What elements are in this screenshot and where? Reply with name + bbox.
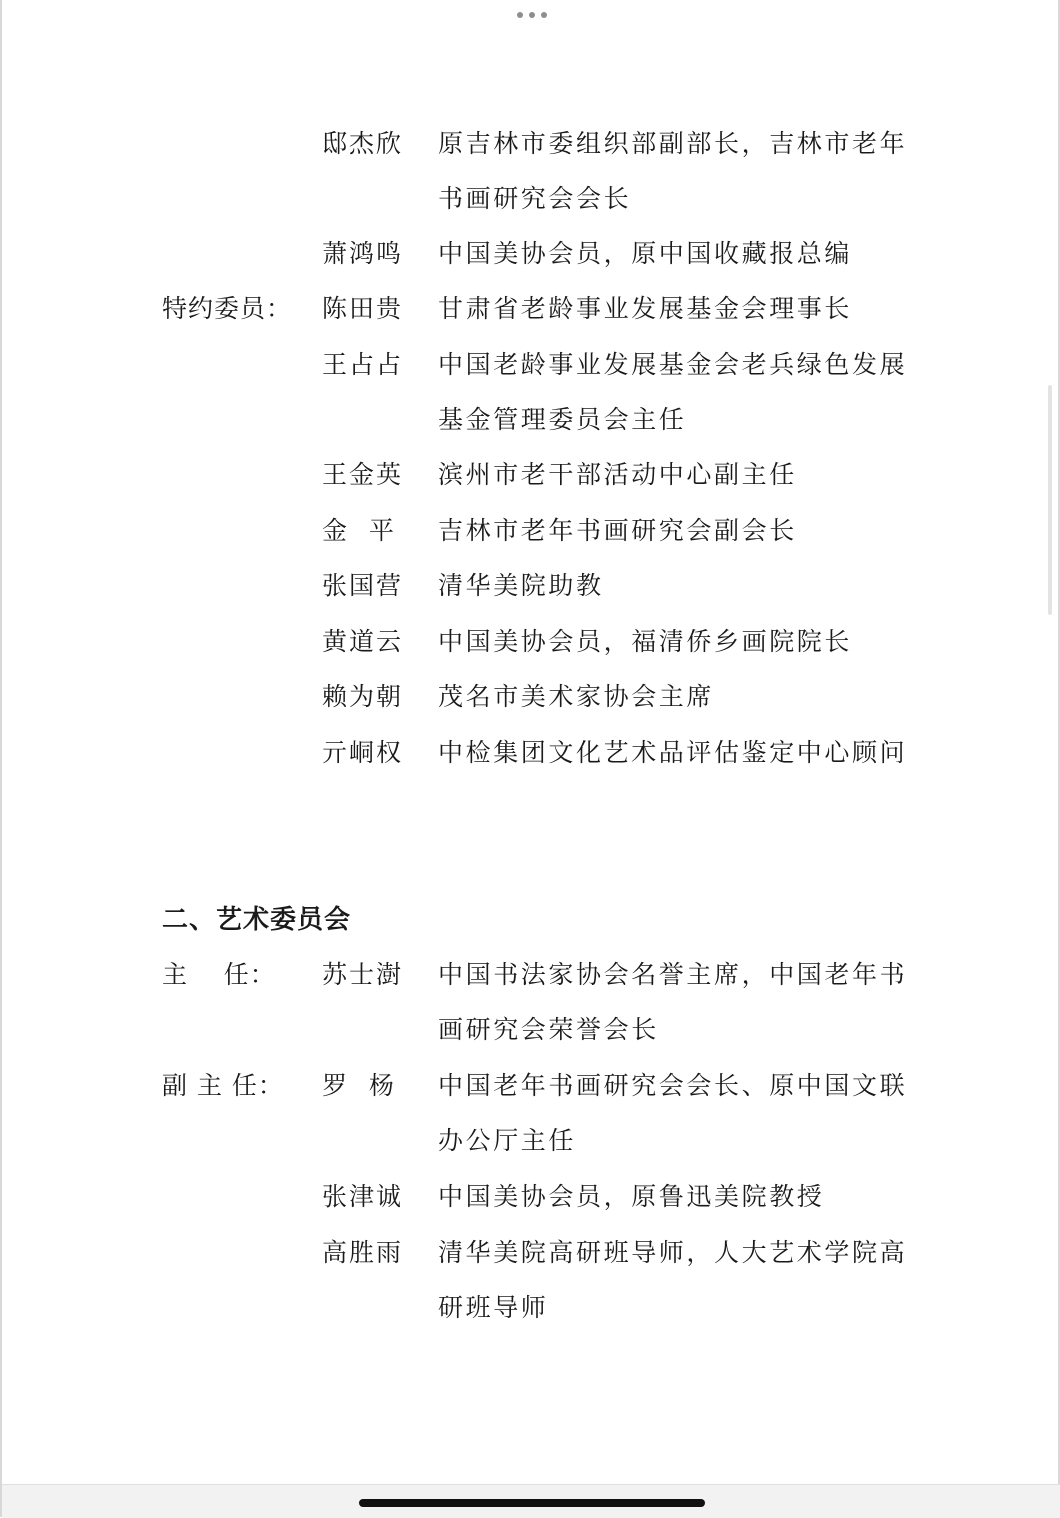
- member-name: 张国营: [322, 571, 404, 600]
- member-name: 王金英: [322, 460, 404, 489]
- member-name: 高胜雨: [322, 1238, 404, 1267]
- member-description: 中国老年书画研究会会长、原中国文联办公厅主任: [438, 1071, 908, 1155]
- member-role: 副 主 任：: [162, 1071, 284, 1100]
- member-row: [2, 503, 1060, 559]
- member-row: [2, 447, 1060, 503]
- member-description: 吉林市老年书画研究会副会长: [438, 516, 797, 545]
- member-description: 甘肃省老龄事业发展基金会理事长: [438, 294, 853, 323]
- member-description: 滨州市老干部活动中心副主任: [438, 460, 797, 489]
- member-name: 罗 杨: [322, 1071, 396, 1100]
- dot: [541, 12, 547, 18]
- member-name: 亓峒权: [322, 738, 404, 767]
- member-name: 黄道云: [322, 627, 404, 656]
- member-row: [2, 1225, 1060, 1322]
- member-row: [2, 558, 1060, 614]
- member-name: 赖为朝: [322, 682, 404, 711]
- member-description: 清华美院助教: [438, 571, 604, 600]
- member-description: 中国美协会员，福清侨乡画院院长: [438, 627, 853, 656]
- member-description: 中国书法家协会名誉主席，中国老年书画研究会荣誉会长: [438, 960, 908, 1044]
- member-row: [2, 116, 1060, 213]
- member-description: 茂名市美术家协会主席: [438, 682, 715, 711]
- member-name: 王占占: [322, 350, 404, 379]
- member-name: 邸杰欣: [322, 129, 404, 158]
- member-name: 金 平: [322, 516, 396, 545]
- member-role: 主 任：: [162, 960, 276, 989]
- member-row: [2, 669, 1060, 725]
- member-row: [2, 947, 1060, 1044]
- dot: [517, 12, 523, 18]
- dot: [529, 12, 535, 18]
- member-row: [2, 281, 1060, 337]
- member-description: 清华美院高研班导师，人大艺术学院高研班导师: [438, 1238, 908, 1322]
- member-description: 中国老龄事业发展基金会老兵绿色发展基金管理委员会主任: [438, 350, 908, 434]
- member-description: 原吉林市委组织部副部长，吉林市老年书画研究会会长: [438, 129, 908, 213]
- section-heading: 二、艺术委员会: [162, 905, 352, 935]
- member-name: 陈田贵: [322, 294, 404, 323]
- member-row: [2, 337, 1060, 434]
- member-name: 萧鸿鸣: [322, 239, 404, 268]
- member-description: 中国美协会员，原中国收藏报总编: [438, 239, 853, 268]
- member-row: [2, 226, 1060, 282]
- member-description: 中检集团文化艺术品评估鉴定中心顾问: [438, 738, 908, 767]
- member-row: [2, 1058, 1060, 1155]
- member-description: 中国美协会员，原鲁迅美院教授: [438, 1182, 825, 1211]
- member-row: [2, 614, 1060, 670]
- more-options-icon[interactable]: [517, 10, 547, 20]
- member-row: [2, 1169, 1060, 1225]
- member-name: 苏士澍: [322, 960, 404, 989]
- home-indicator[interactable]: [359, 1499, 705, 1507]
- member-role: 特约委员：: [162, 294, 293, 323]
- member-name: 张津诚: [322, 1182, 404, 1211]
- member-row: [2, 725, 1060, 781]
